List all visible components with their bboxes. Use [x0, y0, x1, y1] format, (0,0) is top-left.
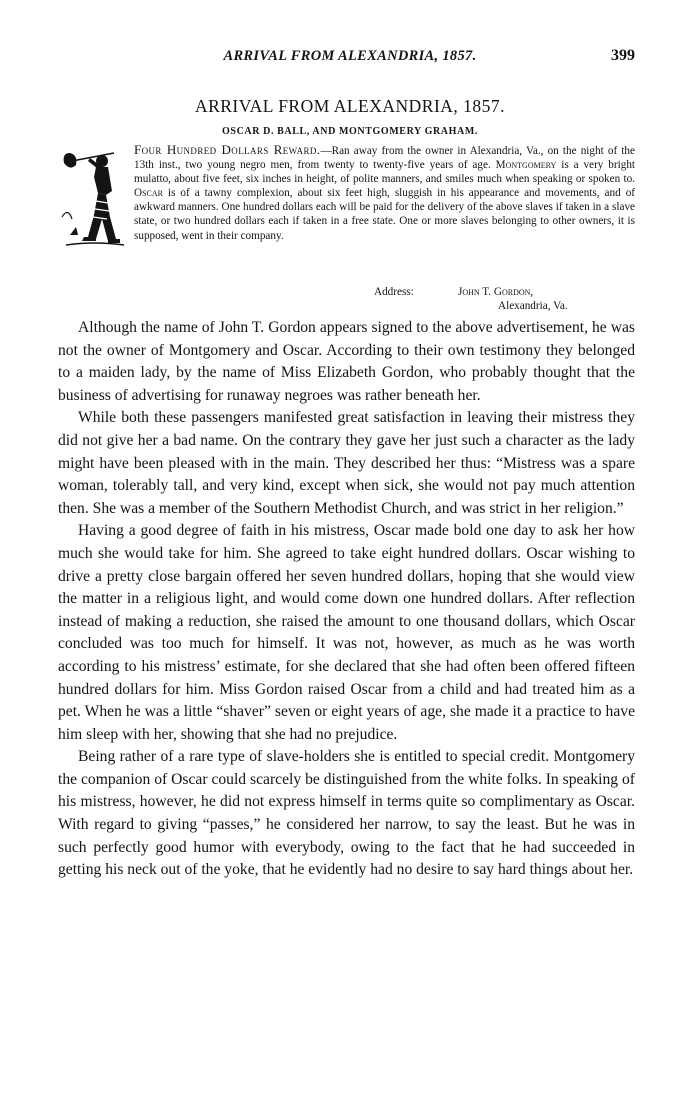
advertisement-text: [58, 143, 635, 243]
runaway-figure-icon: [58, 147, 130, 249]
paragraph-4: Being rather of a rare type of slave-holders she is entitled to special credit. Montgomery the companion of Oscar could scarcely be distinguished from the white folks. In speaking of his mistress, however, he did not express himself in terms quite so complimentary as Oscar. With regard to giving “passes,” he considered her narrow, to say the least. But he was in such perfectly good humor with everybody, owing to the fact that he had succeeded in getting his neck out of the yoke, that he evidently had no desire to say hard things about her.: [58, 748, 635, 879]
reward-heading: Four Hundred Dollars Reward.: [134, 142, 321, 157]
advertisement-text-1: —Ran away from the owner in Alexandria, Va., on the night of the 13th inst., two young negro men, from twenty to twenty-five years of age.: [134, 145, 635, 172]
advertisement-text-2: is a very bright mulatto, about five feet, six inches in height, of polite manners, and smiles much when speaking or spoken to.: [134, 159, 636, 186]
address-name: John T. Gordon,: [458, 286, 534, 298]
fugitive-names: OSCAR D. BALL, AND MONTGOMERY GRAHAM.: [222, 126, 478, 137]
paragraph-2: While both these passengers manifested great satisfaction in leaving their mistress they did not give her a bad name. On the contrary they gave her just such a character as the lady might have been pleased with in the main. They described her thus: “Mistress was a spare woman, tolerably tall, and very kind, except when sick, she would not pay much attention then. She was a member of the Southern Methodist Church, and was strict in her religion.”: [58, 409, 635, 517]
narrative-body: [58, 317, 635, 882]
paragraph-3: Having a good degree of faith in his mistress, Oscar made bold one day to ask her how much she would take for him. She agreed to take eight hundred dollars. Oscar wishing to drive a pretty close bargain offered her seven hundred dollars, hoping that she would view the matter in a religious light, and would come down one hundred dollars. After reflection instead of making a reduction, she raised the amount to one thousand dollars, which Oscar concluded was too much for himself. It was not, however, as much as he was worth according to his mistress’ estimate, for she declared that she had often been offered fifteen hundred dollars for him. Miss Gordon raised Oscar from a child and had treated him as a pet. When he was a little “shaver” seven or eight years of age, she made it a practice to have him sleep with her, showing that she had no prejudice.: [58, 522, 635, 743]
running-head: ARRIVAL FROM ALEXANDRIA, 1857.: [223, 48, 477, 64]
advertisement-address: [374, 285, 568, 313]
address-label: Address:: [374, 286, 414, 298]
advertisement-text-3: is of a tawny complexion, about six feet high, sluggish in his appearance and movements, and of awkward manners.: [134, 187, 636, 214]
paragraph-1: Although the name of John T. Gordon appears signed to the above advertisement, he was not the owner of Montgomery and Oscar. According to their own testimony they belonged to a maiden lady, by the name of Miss Elizabeth Gordon, who probably thought that the business of advertising for runaway negroes was rather beneath her.: [58, 319, 635, 404]
advertisement-name-oscar: Oscar: [134, 187, 163, 200]
advertisement-name-montgomery: Montgomery: [495, 159, 557, 172]
article-title: ARRIVAL FROM ALEXANDRIA, 1857.: [194, 96, 506, 116]
page-number: 399: [611, 47, 635, 64]
address-city: Alexandria, Va.: [498, 300, 568, 312]
runaway-advertisement: [58, 143, 635, 249]
advertisement-text-4: One hundred dollars each will be paid for the delivery of the above slaves if taken in a slave state, or two hundred dollars each if taken in a free state. One or more slaves belonging to other owners, it is supposed, went in their company.: [134, 201, 636, 242]
